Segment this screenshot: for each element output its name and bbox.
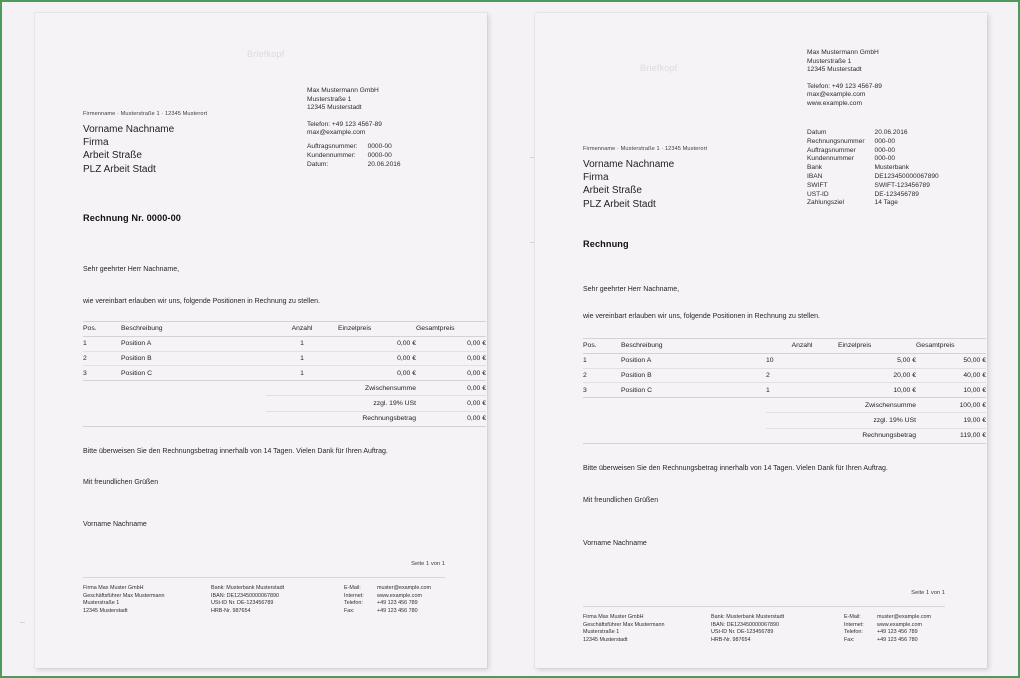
summary-subtotal xyxy=(83,381,486,396)
footer-column-bank xyxy=(211,585,344,615)
recipient-name: Vorname Nachname xyxy=(83,124,175,135)
footer-divider xyxy=(83,577,445,578)
meta-value: DE123450000067890 xyxy=(874,172,939,180)
recipient-name: Vorname Nachname xyxy=(583,159,675,170)
cell-total-price: 10,00 € xyxy=(916,383,986,398)
cell-description: Position B xyxy=(121,351,266,366)
footer-line xyxy=(844,629,984,637)
recipient-street: Arbeit Straße xyxy=(83,150,142,162)
col-header-total: Gesamtpreis xyxy=(416,322,486,337)
footer-line: Geschäftsführer Max Mustermann xyxy=(583,621,665,628)
summary-spacer xyxy=(121,396,266,411)
footer-line xyxy=(344,600,484,608)
summary-spacer xyxy=(83,381,121,396)
footer-column-company xyxy=(583,614,711,644)
footer-line: Bank: Musterbank Musterstadt xyxy=(711,614,785,620)
footer-column-contact xyxy=(844,614,984,644)
spacer xyxy=(307,113,382,121)
company-address-block xyxy=(307,87,382,138)
payment-note: Bitte überweisen Sie den Rechnungsbetrag innerhalb von 14 Tagen. Vielen Dank für Ihren Auftrag. xyxy=(83,448,388,455)
cell-unit-price: 0,00 € xyxy=(338,336,416,351)
recipient-address xyxy=(83,123,174,176)
edge-mark xyxy=(530,242,535,243)
sender-return-line: Firmenname · Musterstraße 1 · 12345 Musterort xyxy=(83,111,208,117)
meta-value: 20.06.2016 xyxy=(367,160,401,168)
page-left-content xyxy=(35,13,487,668)
page-footer xyxy=(83,585,484,615)
invoice-meta-table xyxy=(807,129,939,208)
closing-text: Mit freundlichen Grüßen xyxy=(83,479,159,486)
company-email: max@example.com xyxy=(307,129,366,137)
cell-total-price: 0,00 € xyxy=(416,366,486,381)
page-number: Seite 1 von 1 xyxy=(911,590,945,596)
cell-quantity: 1 xyxy=(266,336,338,351)
company-city: 12345 Musterstadt xyxy=(807,66,862,74)
table-row xyxy=(83,351,486,366)
invoice-meta-body xyxy=(307,143,401,169)
meta-row xyxy=(307,161,401,170)
invoice-page-right xyxy=(535,13,987,668)
meta-value: 000-00 xyxy=(874,155,896,163)
meta-label: IBAN xyxy=(807,172,823,180)
company-street: Musterstraße 1 xyxy=(807,57,852,65)
summary-subtotal-label: Zwischensumme xyxy=(766,398,916,413)
meta-value: DE-123456789 xyxy=(874,190,919,198)
summary-spacer xyxy=(583,398,621,413)
col-header-pos: Pos. xyxy=(583,339,621,354)
summary-vat-label: zzgl. 19% USt xyxy=(766,413,916,428)
line-items-table xyxy=(83,321,486,427)
footer-label: Telefon: xyxy=(344,600,363,607)
cell-pos: 3 xyxy=(583,383,621,398)
meta-label: Kundennummer xyxy=(807,155,854,163)
summary-spacer xyxy=(83,411,121,426)
signature-name: Vorname Nachname xyxy=(583,540,647,547)
recipient-company: Firma xyxy=(83,137,109,149)
meta-label: Datum: xyxy=(307,160,329,168)
summary-vat-value: 0,00 € xyxy=(416,396,486,411)
footer-line xyxy=(844,637,984,645)
meta-label: Auftragsnummer: xyxy=(307,143,358,150)
footer-column-company xyxy=(83,585,211,615)
cell-unit-price: 0,00 € xyxy=(338,351,416,366)
footer-line: IBAN: DE123450000067890 xyxy=(711,621,780,628)
footer-value: www.example.com xyxy=(877,621,922,628)
meta-row xyxy=(307,143,401,152)
summary-spacer xyxy=(121,411,266,426)
meta-value: 20.06.2016 xyxy=(874,129,908,136)
footer-divider xyxy=(583,606,945,607)
meta-row xyxy=(807,173,939,182)
footer-line: HRB-Nr. 987654 xyxy=(211,607,251,614)
col-header-unit: Einzelpreis xyxy=(838,339,916,354)
line-items-body xyxy=(83,336,486,380)
summary-vat xyxy=(583,413,986,428)
recipient-company: Firma xyxy=(583,172,609,184)
footer-label: E-Mail: xyxy=(844,614,861,620)
footer-line xyxy=(844,614,984,622)
footer-label: Telefon: xyxy=(844,629,863,636)
footer-column-contact xyxy=(344,585,484,615)
meta-label: Rechnungsnummer xyxy=(807,137,865,145)
letterhead-watermark: Briefkopf xyxy=(640,63,678,73)
footer-line: 12345 Musterstadt xyxy=(583,636,628,643)
col-header-desc: Beschreibung xyxy=(121,322,266,337)
cell-pos: 3 xyxy=(83,366,121,381)
cell-unit-price: 0,00 € xyxy=(338,366,416,381)
summary-vat xyxy=(83,396,486,411)
summary-spacer xyxy=(83,396,121,411)
summary-spacer xyxy=(121,381,266,396)
summary-vat-value: 19,00 € xyxy=(916,413,986,428)
summary-subtotal-label: Zwischensumme xyxy=(266,381,416,396)
meta-value: Musterbank xyxy=(874,164,909,172)
summary-grand-total-label: Rechnungsbetrag xyxy=(266,411,416,426)
sender-return-line: Firmenname · Musterstraße 1 · 12345 Musterort xyxy=(583,146,708,152)
meta-label: Auftragsnummer xyxy=(807,146,856,154)
footer-value: +49 123 456 789 xyxy=(377,600,418,607)
recipient-street: Arbeit Straße xyxy=(583,185,642,197)
cell-total-price: 50,00 € xyxy=(916,353,986,368)
document-title: Rechnung Nr. 0000-00 xyxy=(83,213,181,223)
summary-grand-total-label: Rechnungsbetrag xyxy=(766,428,916,443)
cell-quantity: 1 xyxy=(266,351,338,366)
cell-total-price: 40,00 € xyxy=(916,368,986,383)
meta-row xyxy=(807,155,939,164)
summary-spacer xyxy=(583,413,621,428)
company-name: Max Mustermann GmbH xyxy=(307,87,379,94)
col-header-qty: Anzahl xyxy=(266,322,338,337)
summary-vat-label: zzgl. 19% USt xyxy=(266,396,416,411)
page-footer xyxy=(583,614,984,644)
recipient-city: PLZ Arbeit Stadt xyxy=(83,163,156,175)
table-row xyxy=(583,368,986,383)
footer-line: IBAN: DE123450000067890 xyxy=(211,592,280,599)
table-header-row xyxy=(83,322,486,337)
footer-line: HRB-Nr. 987654 xyxy=(711,636,751,643)
footer-value: www.example.com xyxy=(377,592,422,599)
footer-line: USt-ID Nr. DE-123456789 xyxy=(211,600,274,607)
cell-description: Position A xyxy=(121,336,266,351)
footer-line: Firma Max Muster GmbH xyxy=(583,614,644,620)
meta-value: SWIFT-123456789 xyxy=(874,181,930,189)
intro-text: wie vereinbart erlauben wir uns, folgende Positionen in Rechnung zu stellen. xyxy=(583,313,820,320)
footer-line xyxy=(844,622,984,630)
footer-line xyxy=(344,593,484,601)
footer-line: Firma Max Muster GmbH xyxy=(83,585,144,591)
summary-grand-total-value: 0,00 € xyxy=(416,411,486,426)
footer-label: Internet: xyxy=(844,621,864,628)
footer-line xyxy=(344,608,484,616)
meta-row xyxy=(807,147,939,156)
footer-label: Internet: xyxy=(344,592,364,599)
document-title: Rechnung xyxy=(583,239,629,249)
footer-value: muster@example.com xyxy=(377,585,432,591)
company-phone: Telefon: +49 123 4567-89 xyxy=(307,120,382,128)
cell-description: Position C xyxy=(621,383,766,398)
line-items-head xyxy=(83,322,486,337)
footer-line xyxy=(344,585,484,593)
recipient-city: PLZ Arbeit Stadt xyxy=(583,198,656,210)
table-row xyxy=(583,383,986,398)
footer-label: E-Mail: xyxy=(344,585,361,591)
cell-total-price: 0,00 € xyxy=(416,336,486,351)
meta-value: 000-00 xyxy=(874,146,896,154)
recipient-address xyxy=(583,158,674,211)
footer-label: Fax: xyxy=(844,636,855,643)
salutation-text: Sehr geehrter Herr Nachname, xyxy=(583,286,680,293)
invoice-page-left xyxy=(35,13,487,668)
footer-value: muster@example.com xyxy=(877,614,932,620)
footer-line: USt-ID Nr. DE-123456789 xyxy=(711,629,774,636)
summary-grand-total xyxy=(583,428,986,443)
col-header-qty: Anzahl xyxy=(766,339,838,354)
company-address-block xyxy=(807,49,882,109)
cell-pos: 1 xyxy=(583,353,621,368)
line-items-summary xyxy=(83,381,486,427)
footer-label: Fax: xyxy=(344,607,355,614)
meta-label: UST-ID xyxy=(807,190,829,198)
meta-label: Kundennummer: xyxy=(307,151,356,159)
meta-row xyxy=(807,129,939,138)
company-web: www.example.com xyxy=(807,99,862,107)
summary-subtotal-value: 0,00 € xyxy=(416,381,486,396)
cell-pos: 2 xyxy=(583,368,621,383)
meta-value: 0000-00 xyxy=(367,143,392,150)
summary-subtotal-value: 100,00 € xyxy=(916,398,986,413)
company-email: max@example.com xyxy=(807,91,866,99)
summary-grand-total xyxy=(83,411,486,426)
cell-pos: 2 xyxy=(83,351,121,366)
meta-value: 0000-00 xyxy=(367,151,392,159)
summary-subtotal xyxy=(583,398,986,413)
cell-quantity: 2 xyxy=(766,368,838,383)
invoice-meta-body xyxy=(807,129,939,208)
meta-row xyxy=(307,152,401,161)
company-street: Musterstraße 1 xyxy=(307,95,352,103)
cell-unit-price: 20,00 € xyxy=(838,368,916,383)
table-row xyxy=(83,366,486,381)
invoice-meta-table xyxy=(307,143,401,169)
footer-line: Bank: Musterbank Musterstadt xyxy=(211,585,285,591)
edge-mark xyxy=(530,157,535,158)
table-row xyxy=(583,353,986,368)
meta-value: 000-00 xyxy=(874,137,896,145)
footer-line: Geschäftsführer Max Mustermann xyxy=(83,592,165,599)
col-header-pos: Pos. xyxy=(83,322,121,337)
meta-row xyxy=(807,199,939,208)
meta-row xyxy=(807,164,939,173)
company-name: Max Mustermann GmbH xyxy=(807,49,879,56)
edge-mark xyxy=(20,622,25,623)
meta-value: 14 Tage xyxy=(874,199,898,207)
line-items-head xyxy=(583,339,986,354)
cell-unit-price: 5,00 € xyxy=(838,353,916,368)
summary-grand-total-value: 119,00 € xyxy=(916,428,986,443)
meta-label: Zahlungsziel xyxy=(807,199,845,207)
summary-spacer xyxy=(621,398,766,413)
footer-line: Musterstraße 1 xyxy=(83,600,120,607)
footer-value: +49 123 456 780 xyxy=(377,607,418,614)
col-header-unit: Einzelpreis xyxy=(338,322,416,337)
line-items-body xyxy=(583,353,986,397)
payment-note: Bitte überweisen Sie den Rechnungsbetrag innerhalb von 14 Tagen. Vielen Dank für Ihren Auftrag. xyxy=(583,465,888,472)
cell-description: Position B xyxy=(621,368,766,383)
intro-text: wie vereinbart erlauben wir uns, folgende Positionen in Rechnung zu stellen. xyxy=(83,298,320,305)
page-number: Seite 1 von 1 xyxy=(411,561,445,567)
cell-description: Position C xyxy=(121,366,266,381)
company-phone: Telefon: +49 123 4567-89 xyxy=(807,82,882,90)
line-items-summary xyxy=(583,398,986,444)
meta-row xyxy=(807,138,939,147)
col-header-total: Gesamtpreis xyxy=(916,339,986,354)
meta-row xyxy=(807,191,939,200)
cell-quantity: 10 xyxy=(766,353,838,368)
footer-line: Musterstraße 1 xyxy=(583,629,620,636)
table-row xyxy=(83,336,486,351)
footer-value: +49 123 456 780 xyxy=(877,636,918,643)
page-right-content xyxy=(535,13,987,668)
meta-label: Datum xyxy=(807,129,827,136)
summary-spacer xyxy=(621,413,766,428)
spacer xyxy=(807,75,882,83)
line-items-table xyxy=(583,338,986,444)
signature-name: Vorname Nachname xyxy=(83,521,147,528)
salutation-text: Sehr geehrter Herr Nachname, xyxy=(83,266,180,273)
col-header-desc: Beschreibung xyxy=(621,339,766,354)
letterhead-watermark: Briefkopf xyxy=(247,49,285,59)
company-city: 12345 Musterstadt xyxy=(307,104,362,112)
summary-spacer xyxy=(621,428,766,443)
meta-row xyxy=(807,182,939,191)
summary-spacer xyxy=(583,428,621,443)
cell-quantity: 1 xyxy=(266,366,338,381)
closing-text: Mit freundlichen Grüßen xyxy=(583,497,659,504)
cell-total-price: 0,00 € xyxy=(416,351,486,366)
cell-pos: 1 xyxy=(83,336,121,351)
meta-label: Bank xyxy=(807,164,823,172)
cell-quantity: 1 xyxy=(766,383,838,398)
footer-line: 12345 Musterstadt xyxy=(83,607,128,614)
cell-unit-price: 10,00 € xyxy=(838,383,916,398)
cell-description: Position A xyxy=(621,353,766,368)
footer-value: +49 123 456 789 xyxy=(877,629,918,636)
meta-label: SWIFT xyxy=(807,181,828,189)
footer-column-bank xyxy=(711,614,844,644)
table-header-row xyxy=(583,339,986,354)
